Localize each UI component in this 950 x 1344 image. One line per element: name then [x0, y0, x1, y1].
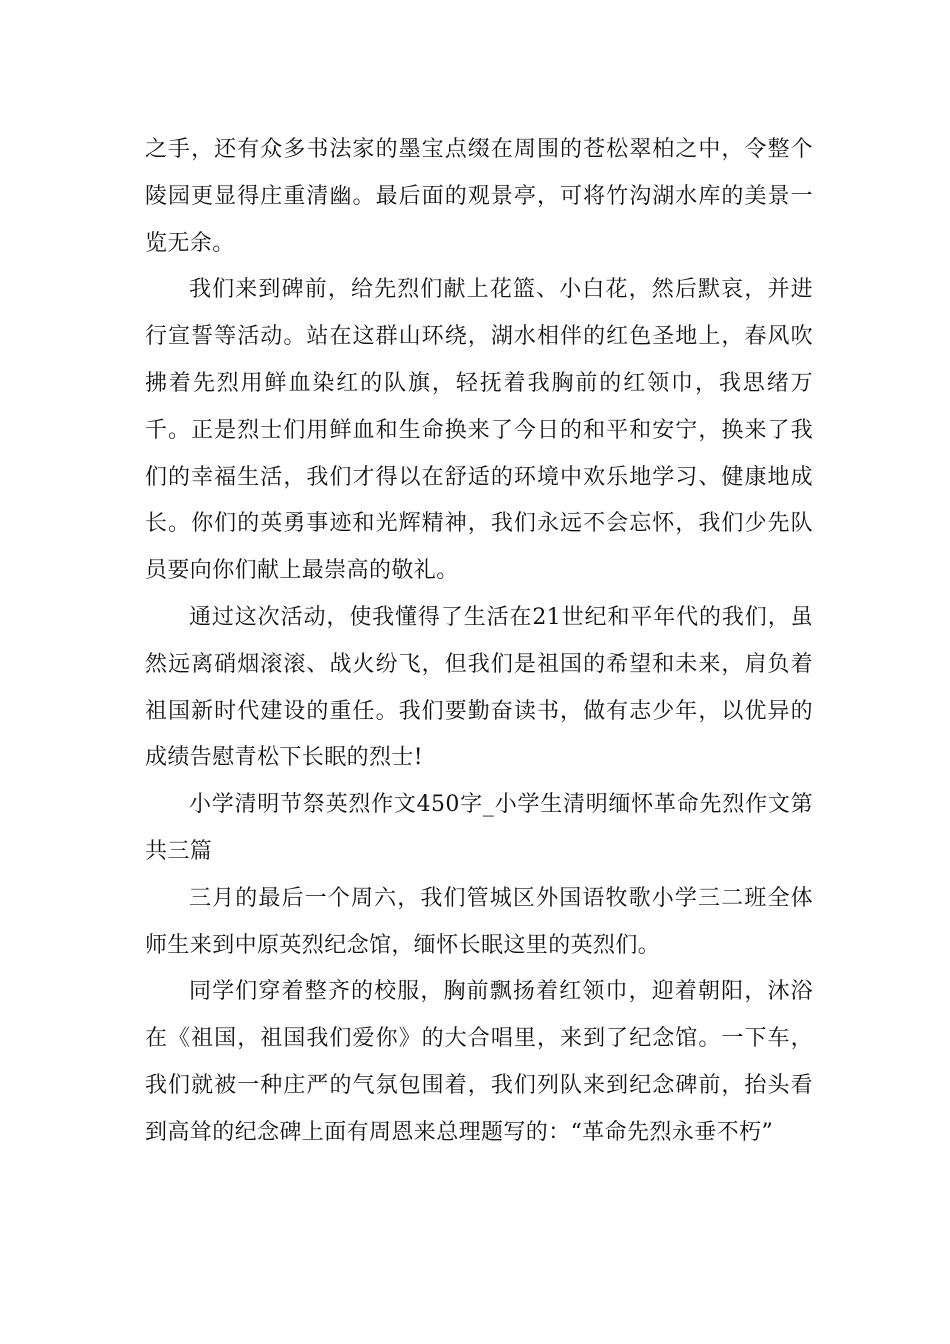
paragraph-continuation: 之手，还有众多书法家的墨宝点缀在周围的苍松翠柏之中，令整个陵园更显得庄重清幽。最后面的观景亭，可将竹沟湖水库的美景一览无余。	[145, 137, 813, 256]
body-text	[145, 127, 813, 1157]
paragraph-visit: 三月的最后一个周六，我们管城区外国语牧歌小学三二班全体师生来到中原英烈纪念馆，缅怀长眠这里的英烈们。	[145, 885, 813, 958]
paragraph-arrival: 同学们穿着整齐的校服，胸前飘扬着红领巾，迎着朝阳，沐浴在《祖国，祖国我们爱你》的大合唱里，来到了纪念馆。一下车，我们就被一种庄严的气氛包围着，我们列队来到纪念碑前，抬头看到高耸的纪念碑上面有周恩来总理题写的：“革命先烈永垂不朽”	[145, 979, 813, 1145]
paragraph-ceremony: 我们来到碑前，给先烈们献上花篮、小白花，然后默哀，并进行宣誓等活动。站在这群山环绕，湖水相伴的红色圣地上，春风吹拂着先烈用鲜血染红的队旗，轻抚着我胸前的红领巾，我思绪万千。正是烈士们用鲜血和生命换来了今日的和平和安宁，换来了我们的幸福生活，我们才得以在舒适的环境中欢乐地学习、健康地成长。你们的英勇事迹和光辉精神，我们永远不会忘怀，我们少先队员要向你们献上最崇高的敬礼。	[145, 277, 813, 584]
paragraph-reflection: 通过这次活动，使我懂得了生活在21世纪和平年代的我们，虽然远离硝烟滚滚、战火纷飞，但我们是祖国的希望和未来，肩负着祖国新时代建设的重任。我们要勤奋读书，做有志少年，以优异的成绩告慰青松下长眠的烈士!	[145, 604, 813, 771]
section-heading: 小学清明节祭英烈作文450字_小学生清明缅怀革命先烈作文第共三篇	[145, 792, 813, 864]
